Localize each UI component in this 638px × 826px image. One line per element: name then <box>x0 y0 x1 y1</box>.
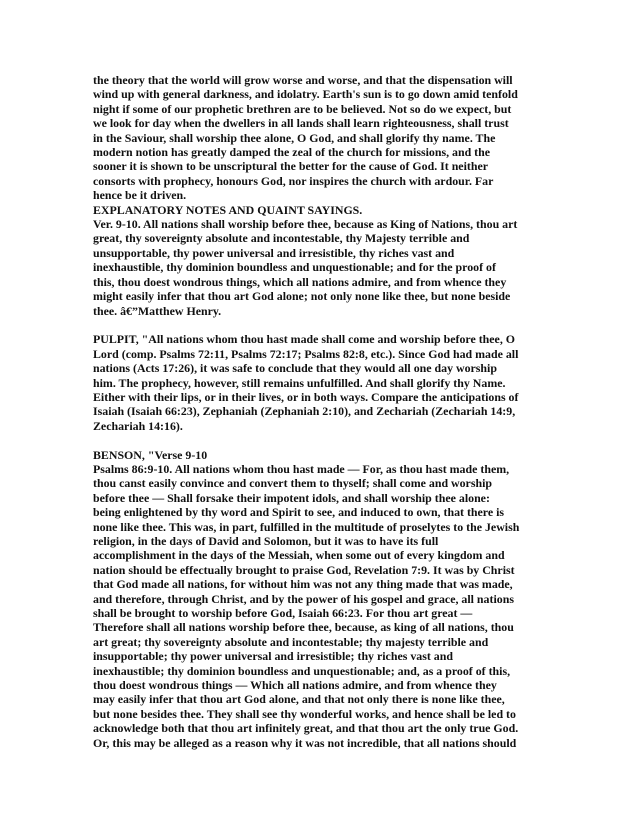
text-line: thee. â€”Matthew Henry. <box>93 303 222 318</box>
explanatory-heading <box>93 203 559 217</box>
document-body <box>93 73 559 750</box>
text-line: we look for day when the dwellers in all lands shall learn righteousness, shall trust <box>93 116 509 131</box>
benson-paragraph <box>93 448 559 751</box>
text-line: this, thou doest wondrous things, which all nations admire, and from whence they <box>93 274 507 289</box>
text-line: thou canst easily convince and convert them to thyself; shall come and worship <box>93 476 492 491</box>
text-line: him. The prophecy, however, still remains unfulfilled. And shall glorify thy Name. <box>93 375 506 390</box>
text-line: thou doest wondrous things — Which all nations admire, and from whence they <box>93 678 497 693</box>
text-line: Lord (comp. Psalms 72:11, Psalms 72:17; Psalms 82:8, etc.). Since God had made all <box>93 346 519 361</box>
text-line: Therefore shall all nations worship before thee, because, as king of all nations, thou <box>93 620 514 635</box>
text-line: and therefore, through Christ, and by the power of his gospel and grace, all nations <box>93 591 514 606</box>
text-line: Either with their lips, or in their lives, or in both ways. Compare the anticipations of <box>93 389 519 404</box>
text-line: nations (Acts 17:26), it was safe to conclude that they would all one day worship <box>93 361 497 376</box>
text-line: hence be it driven. <box>93 188 187 203</box>
henry-paragraph <box>93 217 559 318</box>
paragraph-gap <box>93 433 559 447</box>
text-line: shall be brought to worship before God, Isaiah 66:23. For thou art great — <box>93 606 473 620</box>
text-line: sooner it is shown to be unscriptural the better for the cause of God. It neither <box>93 159 489 174</box>
text-line: wind up with general darkness, and idolatry. Earth's sun is to go down amid tenfold <box>93 87 518 102</box>
text-line: EXPLANATORY NOTES AND QUAINT SAYINGS. <box>93 202 363 217</box>
intro-paragraph <box>93 73 559 203</box>
text-line: Psalms 86:9-10. All nations whom thou hast made — For, as thou hast made them, <box>93 461 510 476</box>
text-line: religion, in the days of David and Solomon, but it was to have its full <box>93 533 439 548</box>
document-page <box>93 73 559 750</box>
text-line: art great; thy sovereignty absolute and incontestable; thy majesty terrible and <box>93 634 489 649</box>
pulpit-paragraph <box>93 332 559 433</box>
text-line: Ver. 9-10. All nations shall worship before thee, because as King of Nations, thou art <box>93 217 518 232</box>
text-line: nation should be effectually brought to praise God, Revelation 7:9. It was by Christ <box>93 562 515 577</box>
text-line: accomplishment in the days of the Messiah, when some out of every kingdom and <box>93 548 505 563</box>
text-line: none like thee. This was, in part, fulfilled in the multitude of proselytes to the Jewish <box>93 519 520 534</box>
text-line: but none besides thee. They shall see thy wonderful works, and hence shall be led to <box>93 706 516 721</box>
text-line: night if some of our prophetic brethren are to be believed. Not so do we expect, but <box>93 101 512 116</box>
text-line: PULPIT, "All nations whom thou hast made shall come and worship before thee, O <box>93 332 516 347</box>
text-line: Zechariah 14:16). <box>93 418 183 433</box>
text-line: insupportable; thy power universal and irresistible; thy riches vast and <box>93 649 453 664</box>
text-line: inexhaustible, thy dominion boundless and unquestionable; and for the proof of <box>93 260 496 275</box>
text-line: inexhaustible; thy dominion boundless and unquestionable; and, as a proof of this, <box>93 663 511 678</box>
paragraph-gap <box>93 318 559 332</box>
text-line: might easily infer that thou art God alone; not only none like thee, but none beside <box>93 289 511 304</box>
text-line: Isaiah (Isaiah 66:23), Zephaniah (Zephaniah 2:10), and Zechariah (Zechariah 14:9, <box>93 404 516 419</box>
text-line: that God made all nations, for without him was not any thing made that was made, <box>93 577 513 592</box>
text-line: the theory that the world will grow worse and worse, and that the dispensation will <box>93 73 513 87</box>
text-line: great, thy sovereignty absolute and incontestable, thy Majesty terrible and <box>93 231 470 246</box>
text-line: consorts with prophecy, honours God, nor inspires the church with ardour. Far <box>93 173 494 188</box>
text-line: unsupportable, thy power universal and irresistible, thy riches vast and <box>93 245 455 260</box>
text-line: Or, this may be alleged as a reason why it was not incredible, that all nations should <box>93 735 517 750</box>
text-line: may easily infer that thou art God alone, and that not only there is none like thee, <box>93 692 505 707</box>
text-line: before thee — Shall forsake their impotent idols, and shall worship thee alone: <box>93 490 490 505</box>
text-line: acknowledge both that thou art infinitely great, and that thou art the only true God. <box>93 721 519 736</box>
text-line: being enlightened by thy word and Spirit to see, and induced to own, that there is <box>93 505 505 520</box>
text-line: BENSON, "Verse 9-10 <box>93 447 208 462</box>
text-line: in the Saviour, shall worship thee alone, O God, and shall glorify thy name. The <box>93 130 496 145</box>
text-line: modern notion has greatly damped the zeal of the church for missions, and the <box>93 145 491 160</box>
